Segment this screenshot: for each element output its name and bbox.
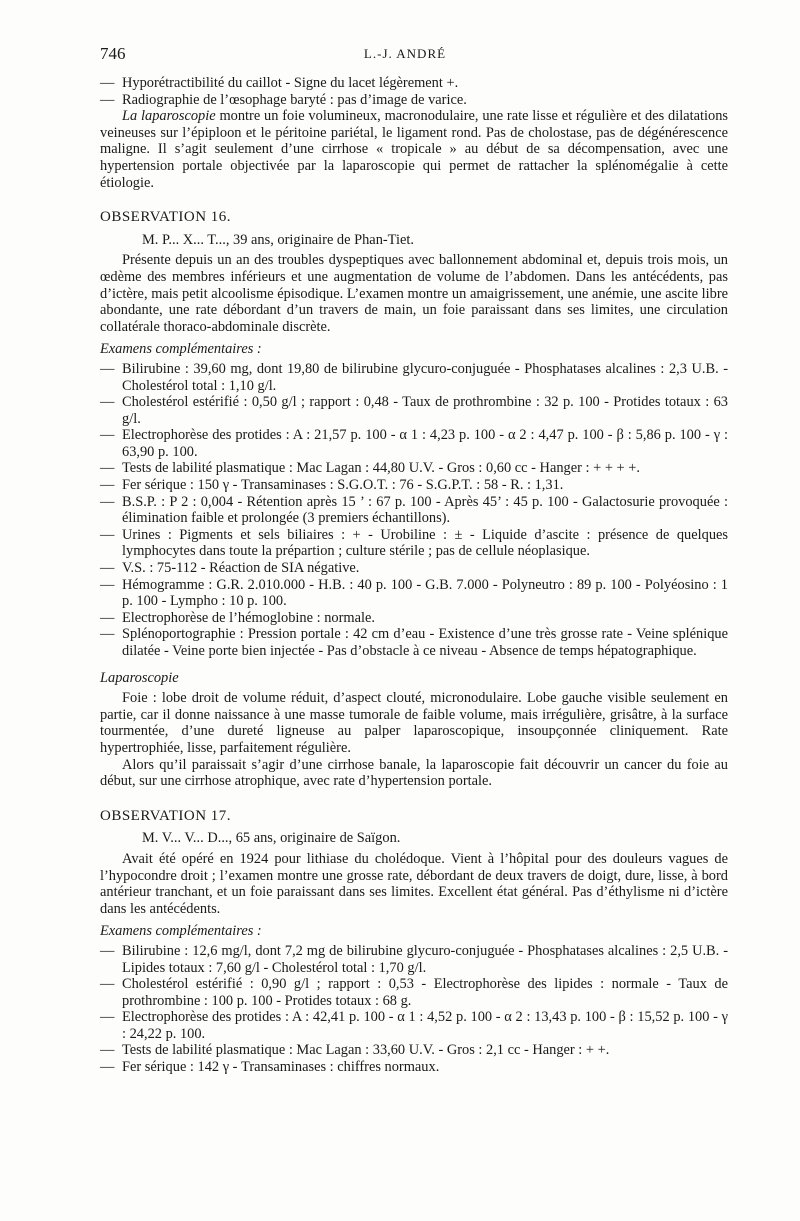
page-number: 746	[100, 44, 126, 63]
running-head: L.-J. ANDRÉ	[363, 46, 447, 61]
list-item: — Cholestérol estérifié : 0,50 g/l ; rapport : 0,48 - Taux de prothrombine : 32 p. 100 - Protides totaux : 63 g/l.	[100, 394, 728, 427]
list-item: — Hémogramme : G.R. 2.010.000 - H.B. : 40 p. 100 - G.B. 7.000 - Polyneutro : 89 p. 100 - Polyéosino : 1 p. 100 - Lympho : 10 p. 100.	[100, 577, 728, 610]
list-item: — Electrophorèse des protides : A : 21,57 p. 100 - α 1 : 4,23 p. 100 - α 2 : 4,47 p. 100 - β : 5,86 p. 100 - γ : 63,90 p. 100.	[100, 427, 728, 460]
list-item: — Electrophorèse de l’hémoglobine : normale.	[100, 610, 728, 627]
list-item: — Electrophorèse des protides : A : 42,41 p. 100 - α 1 : 4,52 p. 100 - α 2 : 13,43 p. 100 - β : 15,52 p. 100 - γ : 24,22 p. 100.	[100, 1009, 728, 1042]
observation-16-conclusion: Alors qu’il paraissait s’agir d’une cirrhose banale, la laparoscopie fait découvrir un cancer du foie au début, sur une cirrhose atrophique, avec rate d’hypertension portale.	[100, 756, 728, 790]
observation-16-title: OBSERVATION 16.	[100, 209, 232, 226]
list-item: — Radiographie de l’œsophage baryté : pas d’image de varice.	[100, 92, 728, 109]
page-header	[100, 44, 710, 64]
list-item: — Tests de labilité plasmatique : Mac Lagan : 44,80 U.V. - Gros : 0,60 cc - Hanger : + + + +.	[100, 460, 728, 477]
observation-17-exams-heading: Examens complémentaires :	[100, 923, 262, 940]
observation-16-exams-heading: Examens complémentaires :	[100, 341, 262, 358]
observation-17-exams-list	[100, 943, 728, 1076]
laparoscopy-lead: La laparoscopie	[122, 108, 216, 125]
observation-16-patient: M. P... X... T..., 39 ans, originaire de Phan-Tiet.	[142, 231, 414, 248]
list-item: — Fer sérique : 142 γ - Transaminases : chiffres normaux.	[100, 1059, 728, 1076]
list-item: — Tests de labilité plasmatique : Mac Lagan : 33,60 U.V. - Gros : 2,1 cc - Hanger : + +.	[100, 1042, 728, 1059]
laparoscopy-text: montre un foie volumineux, macronodulaire, une rate lisse et régulière et des dilatations veineuses sur l’épiploon et le péritoine pariétal, le ligament rond. Pas de cholostase, pas de dégénérescence maligne. Il s’agit seulement d’une cirrhose « tropicale » au début de sa décompensation, avec une hypertension portale objectivée par la laparoscopie qui permet de rattacher la splénomégalie à cette étiologie.	[100, 108, 729, 191]
list-item: — Urines : Pigments et sels biliaires : + - Urobiline : ± - Liquide d’ascite : présence de quelques lymphocytes dans toute la prépartion ; culture stérile ; pas de cellule néoplasique.	[100, 527, 728, 560]
top-list	[100, 75, 728, 108]
list-item: — Bilirubine : 12,6 mg/l, dont 7,2 mg de bilirubine glycuro-conjuguée - Phosphatases alcalines : 2,5 U.B. - Lipides totaux : 7,60 g/l - Cholestérol total : 1,70 g/l.	[100, 943, 728, 976]
observation-17-title: OBSERVATION 17.	[100, 807, 232, 824]
observation-16-exams-list	[100, 361, 728, 660]
list-item: — Hyporétractibilité du caillot - Signe du lacet légèrement +.	[100, 75, 728, 92]
observation-16-history: Présente depuis un an des troubles dyspeptiques avec ballonnement abdominal et, depuis trois mois, un œdème des membres inférieurs et une augmentation de volume de l’abdomen. Dans les antécédents, pas d’ictère, mais petit alcoolisme épisodique. L’examen montre un amaigrissement, une anémie, une ascite libre abondante, une rate débordant d’un travers de main, un foie paraissant dans ses limites, une circulation collatérale thoraco-abdominale discrète.	[100, 252, 728, 335]
observation-16-laparoscopy-findings: Foie : lobe droit de volume réduit, d’aspect clouté, micronodulaire. Lobe gauche visible seulement en partie, car il donne naissance à une masse tumorale de faible volume, mais irrégulière, grisâtre, à la surface tourmentée, d’une dureté ligneuse au palper laparoscopique, insoupçonnée cliniquement. Rate hypertrophiée, lisse, parfaitement régulière.	[100, 690, 728, 756]
observation-16-laparoscopy-heading: Laparoscopie	[100, 669, 179, 686]
list-item: — Fer sérique : 150 γ - Transaminases : S.G.O.T. : 76 - S.G.P.T. : 58 - R. : 1,31.	[100, 477, 728, 494]
observation-17-history: Avait été opéré en 1924 pour lithiase du cholédoque. Vient à l’hôpital pour des douleurs vagues de l’hypocondre droit ; l’examen montre une grosse rate, débordant de deux travers de doigt, dure, lisse, à bord antérieur tranchant, et un foie paraissant dans ses limites. Excellent état général. Pas d’éthylisme ni d’ictère dans les antécédents.	[100, 850, 728, 917]
laparoscopy-paragraph	[100, 108, 728, 191]
list-item: — V.S. : 75-112 - Réaction de SIA négative.	[100, 560, 728, 577]
list-item: — Cholestérol estérifié : 0,90 g/l ; rapport : 0,53 - Electrophorèse des lipides : normale - Taux de prothrombine : 100 p. 100 - Protides totaux : 68 g.	[100, 976, 728, 1009]
document-body	[100, 75, 728, 1076]
list-item: — Splénoportographie : Pression portale : 42 cm d’eau - Existence d’une très grosse rate - Veine splénique dilatée - Veine porte bien injectée - Pas d’obstacle à ce niveau - Absence de temps hépatographique.	[100, 626, 728, 659]
observation-17-patient: M. V... V... D..., 65 ans, originaire de Saïgon.	[142, 830, 401, 847]
list-item: — Bilirubine : 39,60 mg, dont 19,80 de bilirubine glycuro-conjuguée - Phosphatases alcalines : 2,3 U.B. - Cholestérol total : 1,10 g/l.	[100, 361, 728, 394]
list-item: — B.S.P. : P 2 : 0,004 - Rétention après 15 ’ : 67 p. 100 - Après 45’ : 45 p. 100 - Galactosurie provoquée : élimination faible et prolongée (3 premiers échantillons).	[100, 494, 728, 527]
